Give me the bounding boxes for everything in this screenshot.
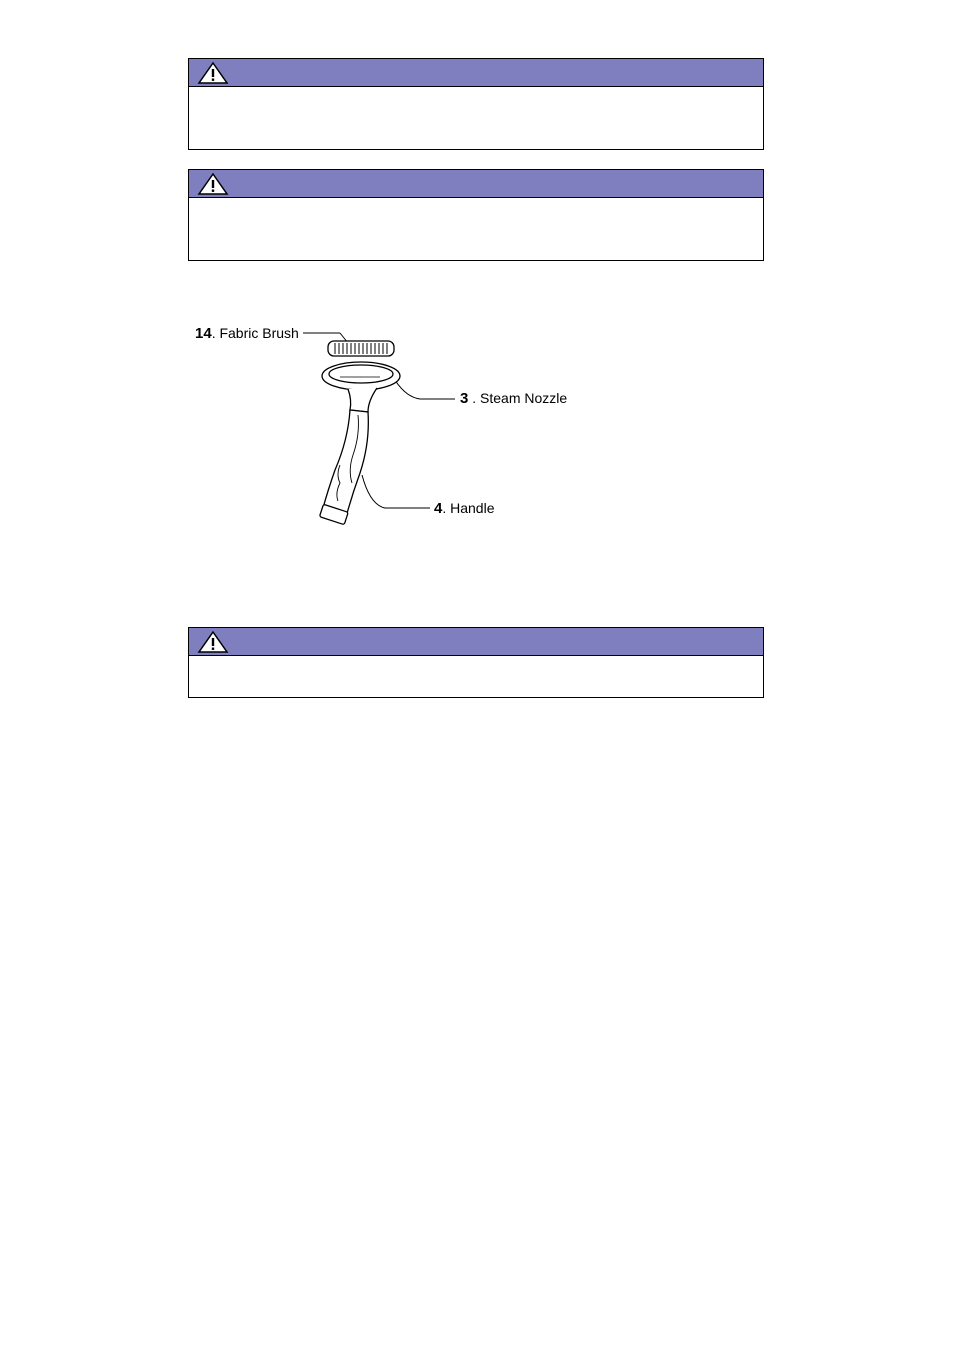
- warning-header: [189, 628, 763, 656]
- warning-text: [189, 198, 763, 210]
- callout-label: . Handle: [442, 500, 495, 516]
- warning-triangle-icon: [197, 172, 229, 196]
- warning-box-1: [188, 58, 764, 150]
- callout-number: 14: [195, 325, 212, 342]
- steamer-head-figure: [190, 315, 610, 535]
- warning-text: [189, 87, 763, 99]
- callout-label: . Fabric Brush: [211, 325, 299, 341]
- steam-nozzle-part: [322, 362, 400, 412]
- callout-fabric-brush: [195, 325, 299, 342]
- warning-box-3: [188, 627, 764, 698]
- callout-steam-nozzle: [460, 390, 567, 407]
- warning-triangle-icon: [197, 61, 229, 85]
- handle-part: [319, 410, 368, 525]
- callout-handle: [434, 500, 495, 517]
- warning-triangle-icon: [197, 630, 229, 654]
- callout-number: 4: [434, 500, 443, 517]
- callout-label: . Steam Nozzle: [468, 390, 568, 406]
- callout-number: 3: [460, 390, 469, 407]
- warning-text: [189, 656, 763, 668]
- fabric-brush-part: [328, 341, 394, 356]
- leader-line-handle: [362, 475, 430, 508]
- warning-header: [189, 170, 763, 198]
- leader-line-steam-nozzle: [393, 377, 455, 399]
- steamer-head-illustration: [190, 315, 610, 535]
- warning-header: [189, 59, 763, 87]
- warning-box-2: [188, 169, 764, 261]
